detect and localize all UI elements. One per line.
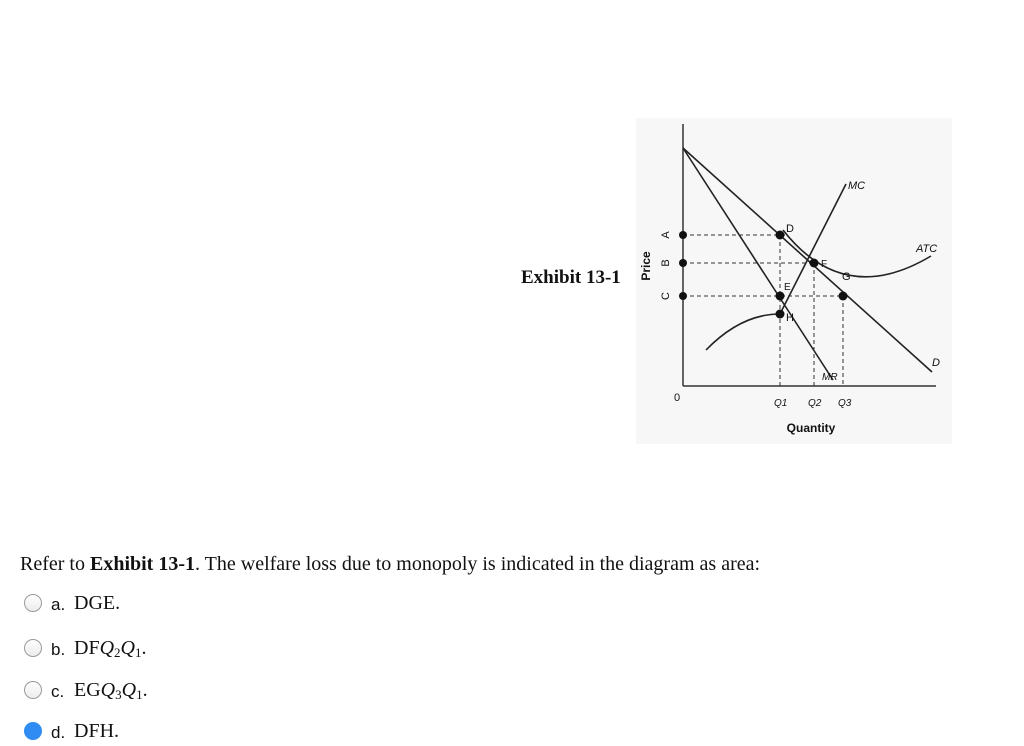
point-h-marker — [776, 310, 785, 319]
point-e-label: E — [784, 282, 791, 293]
option-b-text: $DFQ_2Q_1$. — [74, 637, 147, 660]
question-text — [20, 553, 760, 576]
option-a[interactable] — [24, 592, 424, 618]
quantity-label-q3: Q3 — [838, 398, 852, 409]
option-b[interactable] — [24, 637, 424, 663]
y-axis-label: Price — [639, 251, 653, 281]
question-prefix: Refer to — [20, 553, 90, 575]
point-g-label: G — [842, 271, 851, 283]
point-f-marker — [810, 259, 819, 268]
monopoly-diagram — [636, 118, 952, 444]
option-d-radio[interactable] — [24, 722, 42, 740]
option-a-text: DGE. — [74, 592, 121, 614]
option-d-text: DFH. — [74, 720, 120, 742]
exhibit-label: Exhibit 13-1 — [521, 267, 621, 288]
option-c-radio[interactable] — [24, 681, 42, 699]
price-label-a: A — [660, 231, 672, 239]
atc-label: ATC — [916, 243, 938, 255]
demand-label: D — [932, 357, 940, 369]
option-c-letter: c. — [51, 682, 65, 701]
origin-label: 0 — [674, 392, 681, 404]
mc-label: MC — [848, 180, 866, 192]
point-h-label: H — [786, 312, 794, 324]
price-label-b: B — [660, 259, 672, 267]
quantity-label-q1: Q1 — [774, 398, 788, 409]
quantity-label-q2: Q2 — [808, 398, 822, 409]
option-b-radio[interactable] — [24, 639, 42, 657]
x-axis-label: Quantity — [786, 421, 836, 435]
point-f-label: F — [821, 259, 828, 270]
point-d-marker — [776, 231, 785, 240]
point-d-label: D — [786, 223, 794, 235]
price-label-c: C — [660, 292, 672, 300]
option-d-letter: d. — [51, 723, 66, 742]
point-g-marker — [839, 292, 848, 301]
option-d[interactable] — [24, 720, 424, 746]
option-b-letter: b. — [51, 640, 66, 659]
option-c-text: $EGQ_3Q_1$. — [74, 679, 148, 702]
question-exhibit-ref: Exhibit 13-1 — [89, 553, 196, 575]
option-a-radio[interactable] — [24, 594, 42, 612]
question-suffix: . The welfare loss due to monopoly is indicated in the diagram as area: — [195, 553, 761, 575]
option-a-letter: a. — [51, 595, 66, 614]
option-c[interactable] — [24, 679, 424, 705]
mr-label: MR — [822, 372, 838, 383]
